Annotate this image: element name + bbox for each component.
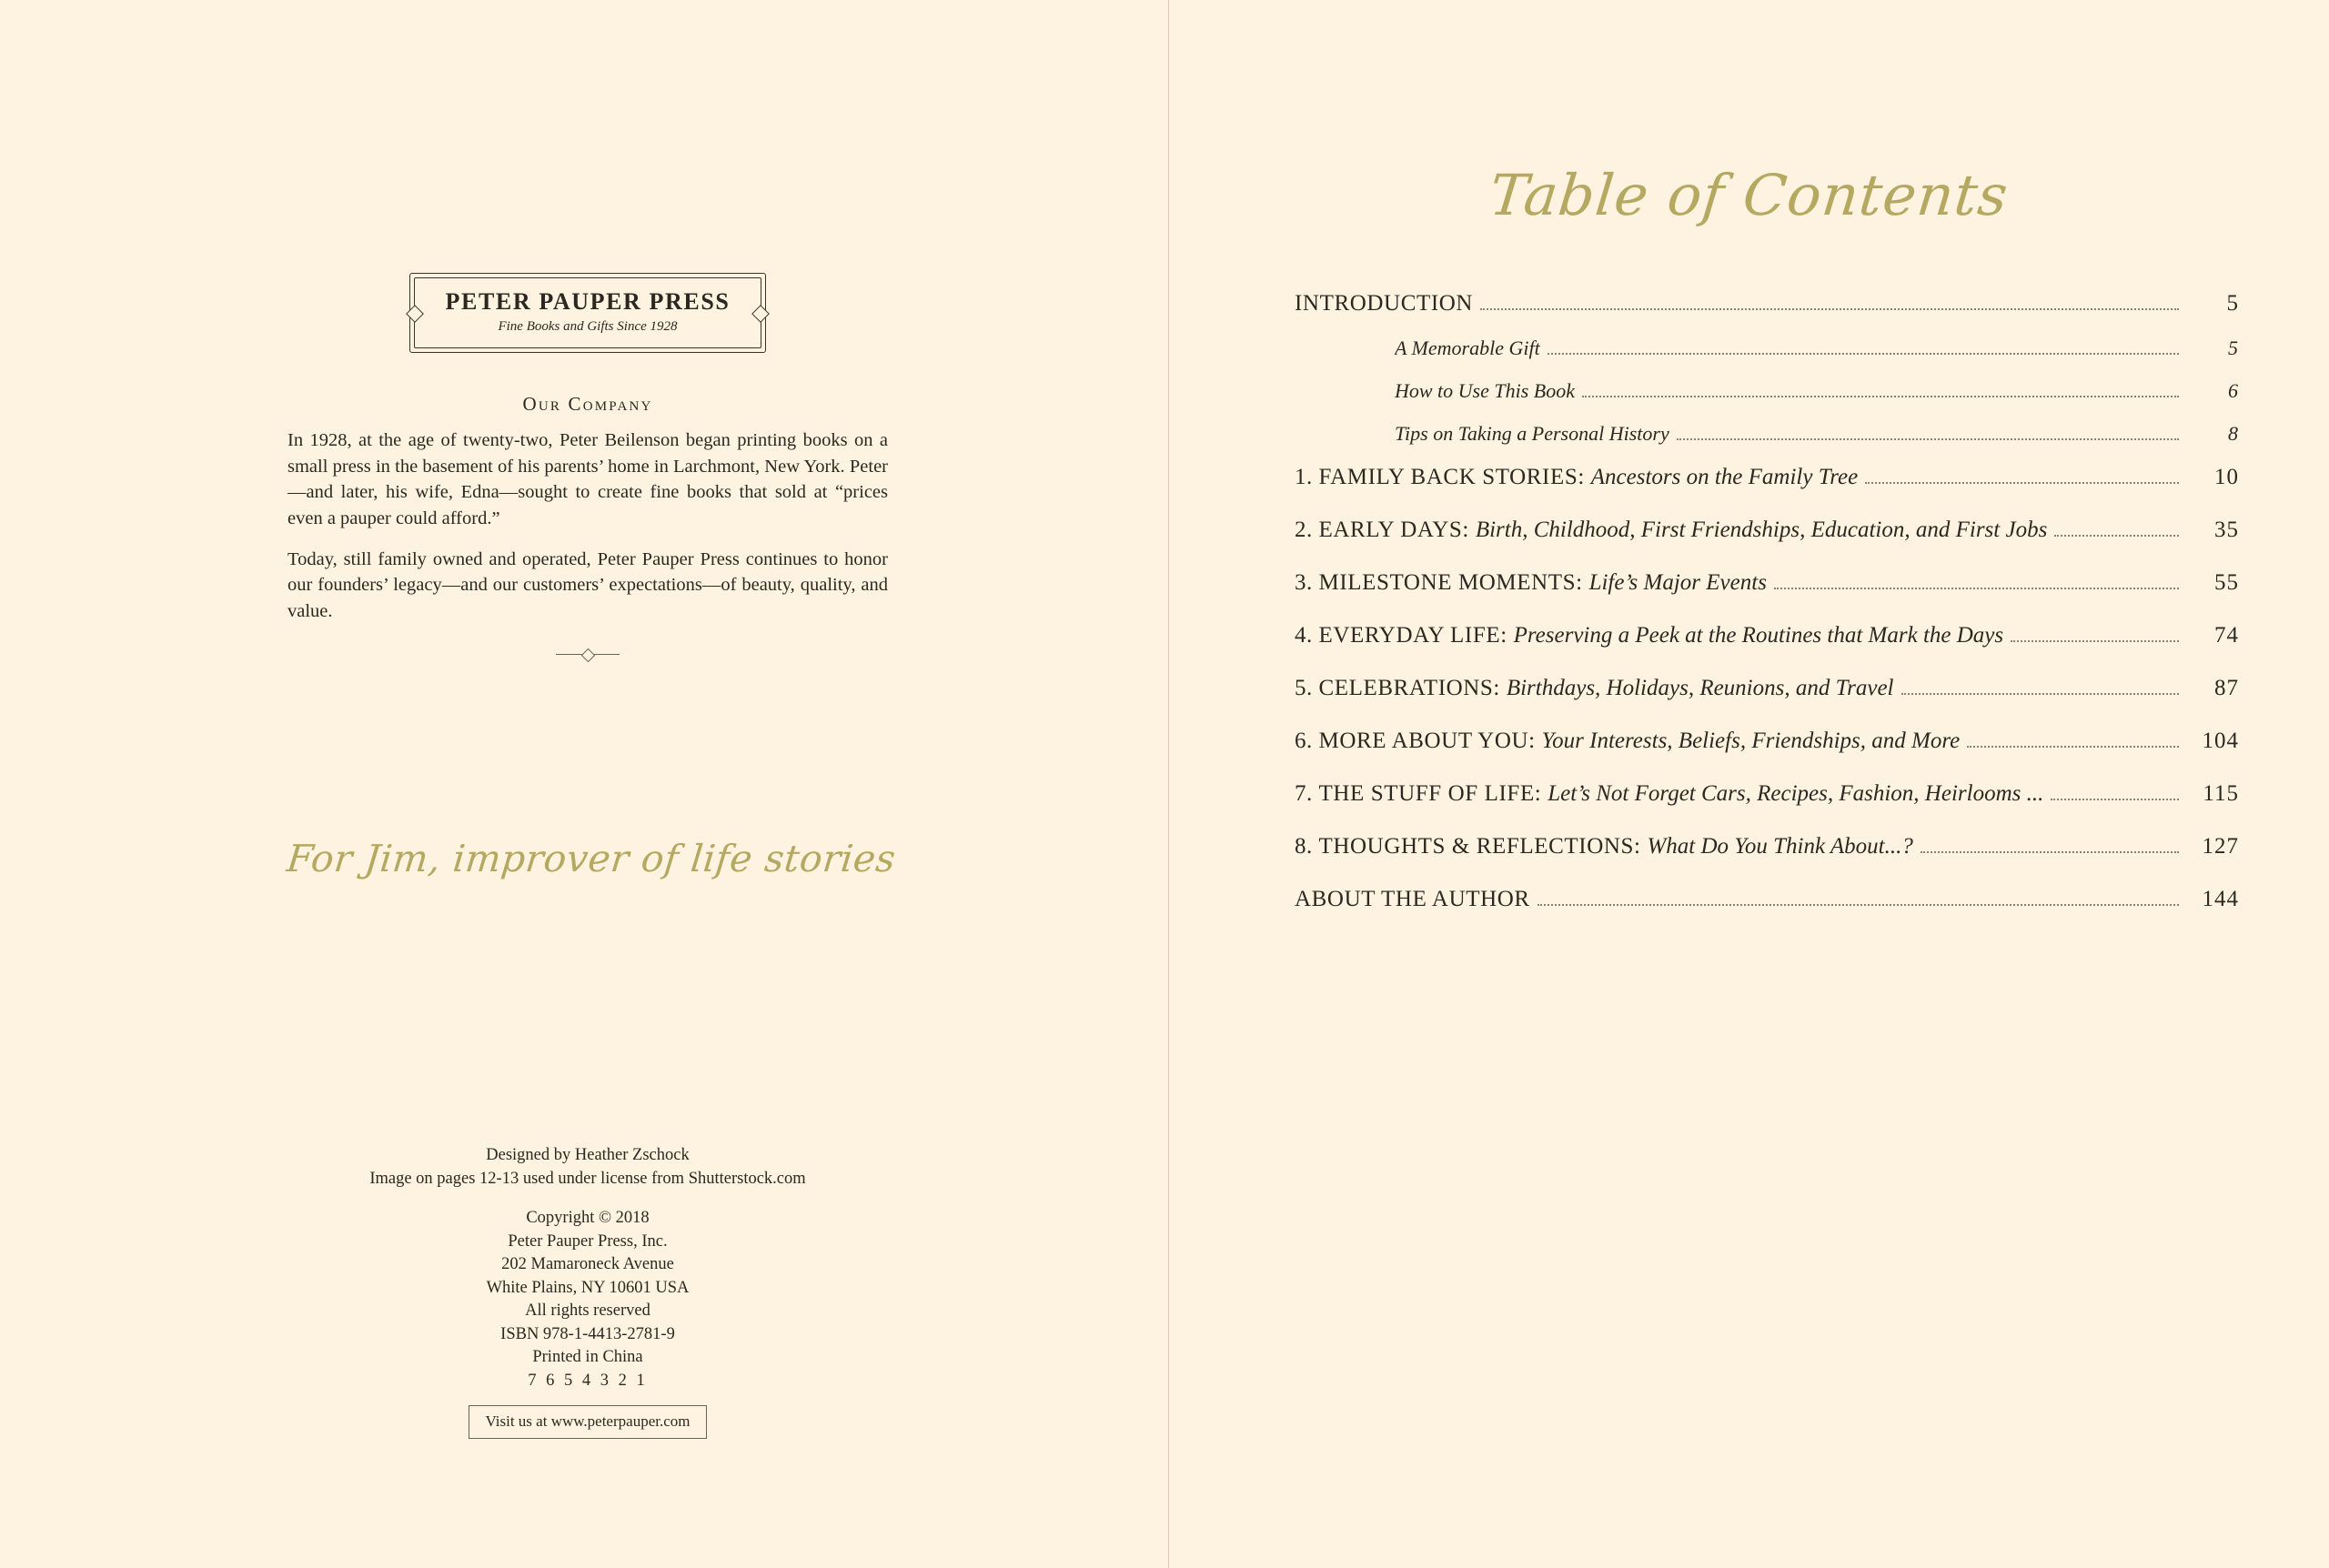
toc-entry-title: MORE ABOUT YOU: bbox=[1318, 729, 1542, 753]
toc-leader-dots bbox=[1480, 307, 2179, 310]
company-paragraph-1: In 1928, at the age of twenty-two, Peter Beilenson began printing books on a small press in the basement of his parents’ home in Larchmont, New York. Peter—and later, his wife, Edna—sought to create fine books that sold at “prices even a pauper could afford.” bbox=[287, 430, 888, 529]
toc-entry-label bbox=[1295, 291, 1473, 317]
toc-leader-dots bbox=[1548, 352, 2179, 355]
toc-entry-label bbox=[1395, 379, 1575, 403]
design-credits bbox=[287, 1144, 888, 1191]
right-page bbox=[1169, 0, 2329, 1568]
toc-entry[interactable] bbox=[1295, 887, 2239, 912]
toc-entry-label bbox=[1295, 623, 2003, 648]
toc-entry[interactable] bbox=[1295, 570, 2239, 596]
address-line: 202 Mamaroneck Avenue bbox=[501, 1255, 674, 1274]
toc-entry-number: 3. bbox=[1295, 570, 1319, 595]
toc-page-number: 6 bbox=[2228, 379, 2239, 402]
company-line: Peter Pauper Press, Inc. bbox=[508, 1231, 668, 1251]
toc-page-number: 74 bbox=[2214, 623, 2239, 648]
image-license-line: Image on pages 12-13 used under license from Shutterstock.com bbox=[369, 1169, 806, 1188]
toc-leader-dots bbox=[1901, 692, 2180, 695]
toc-entry-subtitle: Birth, Childhood, First Friendships, Education, and First Jobs bbox=[1475, 518, 2048, 542]
toc-entry-label bbox=[1295, 887, 1530, 912]
toc-entry[interactable] bbox=[1295, 291, 2239, 317]
publisher-tagline: Fine Books and Gifts Since 1928 bbox=[498, 319, 678, 334]
toc-entry-subtitle: A Memorable Gift bbox=[1395, 337, 1540, 359]
visit-website-box[interactable]: Visit us at www.peterpauper.com bbox=[469, 1405, 708, 1438]
toc-page-number: 104 bbox=[2202, 729, 2239, 753]
toc-page-number: 127 bbox=[2202, 834, 2239, 859]
table-of-contents bbox=[1295, 291, 2239, 940]
toc-leader-dots bbox=[2054, 534, 2179, 537]
toc-entry-number: 6. bbox=[1295, 729, 1319, 753]
toc-entry-subtitle: What Do You Think About...? bbox=[1647, 834, 1913, 859]
colophon-block bbox=[287, 273, 888, 659]
toc-page-number: 10 bbox=[2214, 465, 2239, 489]
toc-entry-title: EVERYDAY LIFE: bbox=[1318, 623, 1514, 648]
toc-entry[interactable] bbox=[1295, 676, 2239, 701]
toc-entry-subtitle: Your Interests, Beliefs, Friendships, and More bbox=[1541, 729, 1961, 753]
toc-entry-subtitle: Birthdays, Holidays, Reunions, and Travel bbox=[1506, 676, 1894, 700]
toc-entry-label bbox=[1295, 518, 2047, 543]
toc-entry-label bbox=[1295, 729, 1960, 754]
toc-page-number: 55 bbox=[2214, 570, 2239, 595]
toc-leader-dots bbox=[1538, 903, 2179, 906]
toc-entry-label bbox=[1295, 676, 1894, 701]
toc-entry-subtitle: Let’s Not Forget Cars, Recipes, Fashion, Heirlooms ... bbox=[1548, 781, 2044, 806]
toc-entry-number: 1. bbox=[1295, 465, 1319, 489]
copyright-line: Copyright © 2018 bbox=[526, 1209, 650, 1228]
toc-entry-label bbox=[1295, 570, 1767, 596]
publisher-logo-frame bbox=[414, 277, 762, 348]
toc-leader-dots bbox=[2011, 639, 2179, 642]
toc-entry-label bbox=[1295, 465, 1858, 490]
toc-page-number: 115 bbox=[2203, 781, 2239, 806]
printed-line: Printed in China bbox=[532, 1348, 643, 1367]
toc-entry-number: 2. bbox=[1295, 518, 1319, 542]
toc-entry-title: ABOUT THE AUTHOR bbox=[1295, 887, 1530, 911]
toc-entry[interactable] bbox=[1295, 834, 2239, 859]
toc-entry[interactable] bbox=[1395, 379, 2239, 404]
toc-entry-label bbox=[1295, 834, 1913, 859]
publisher-name: PETER PAUPER PRESS bbox=[445, 288, 731, 315]
toc-entry[interactable] bbox=[1295, 781, 2239, 807]
toc-entry-title: CELEBRATIONS: bbox=[1318, 676, 1507, 700]
toc-entry-number: 5. bbox=[1295, 676, 1319, 700]
toc-page-number: 35 bbox=[2214, 518, 2239, 542]
toc-entry-subtitle: Tips on Taking a Personal History bbox=[1395, 422, 1669, 445]
toc-entry-subtitle: Preserving a Peek at the Routines that Mark the Days bbox=[1513, 623, 2004, 648]
page-title: Table of Contents bbox=[1486, 162, 2012, 228]
toc-entry-title: EARLY DAYS: bbox=[1318, 518, 1476, 542]
toc-entry-number: 7. bbox=[1295, 781, 1319, 806]
toc-entry[interactable] bbox=[1295, 465, 2239, 490]
toc-entry-title: FAMILY BACK STORIES: bbox=[1318, 465, 1591, 489]
toc-entry[interactable] bbox=[1295, 518, 2239, 543]
rights-line: All rights reserved bbox=[525, 1302, 650, 1321]
toc-entry-title: THE STUFF OF LIFE: bbox=[1318, 781, 1548, 806]
toc-entry-title: THOUGHTS & REFLECTIONS: bbox=[1318, 834, 1648, 859]
toc-leader-dots bbox=[1921, 850, 2179, 853]
our-company-heading: Our Company bbox=[522, 393, 653, 415]
dedication-text: For Jim, improver of life stories bbox=[285, 837, 898, 880]
city-line: White Plains, NY 10601 USA bbox=[486, 1278, 690, 1297]
toc-leader-dots bbox=[1774, 587, 2179, 589]
isbn-line: ISBN 978-1-4413-2781-9 bbox=[500, 1324, 675, 1343]
toc-entry-number: 8. bbox=[1295, 834, 1319, 859]
toc-page-number: 5 bbox=[2226, 291, 2239, 316]
ornament-divider-icon bbox=[556, 648, 620, 659]
toc-leader-dots bbox=[1865, 481, 2179, 484]
toc-entry-subtitle: Ancestors on the Family Tree bbox=[1590, 465, 1859, 489]
toc-leader-dots bbox=[1677, 437, 2179, 440]
toc-page-number: 5 bbox=[2228, 337, 2239, 359]
credits-block bbox=[287, 1144, 888, 1439]
toc-page-number: 87 bbox=[2214, 676, 2239, 700]
publisher-logo bbox=[409, 273, 767, 353]
toc-entry[interactable] bbox=[1295, 729, 2239, 754]
toc-leader-dots bbox=[1967, 745, 2179, 748]
toc-entry-label bbox=[1395, 422, 1669, 446]
toc-entry-title: INTRODUCTION bbox=[1295, 291, 1474, 316]
company-history-text bbox=[287, 427, 888, 625]
designer-line: Designed by Heather Zschock bbox=[486, 1146, 690, 1164]
toc-entry[interactable] bbox=[1395, 422, 2239, 447]
toc-entry-subtitle: Life’s Major Events bbox=[1588, 570, 1767, 595]
toc-entry-title: MILESTONE MOMENTS: bbox=[1318, 570, 1589, 595]
toc-entry-subtitle: How to Use This Book bbox=[1395, 379, 1575, 402]
toc-entry-label bbox=[1395, 337, 1540, 360]
toc-leader-dots bbox=[1582, 395, 2179, 397]
toc-entry-number: 4. bbox=[1295, 623, 1319, 648]
toc-entry[interactable] bbox=[1395, 337, 2239, 361]
toc-entry[interactable] bbox=[1295, 623, 2239, 648]
company-paragraph-2: Today, still family owned and operated, Peter Pauper Press continues to honor our founders’ legacy—and our customers’ expectations—of beauty, quality, and value. bbox=[287, 548, 888, 622]
print-number-line: 7 6 5 4 3 2 1 bbox=[528, 1371, 648, 1390]
toc-leader-dots bbox=[2051, 798, 2179, 800]
toc-page-number: 144 bbox=[2202, 887, 2239, 911]
toc-page-number: 8 bbox=[2228, 422, 2239, 445]
toc-entry-label bbox=[1295, 781, 2043, 807]
